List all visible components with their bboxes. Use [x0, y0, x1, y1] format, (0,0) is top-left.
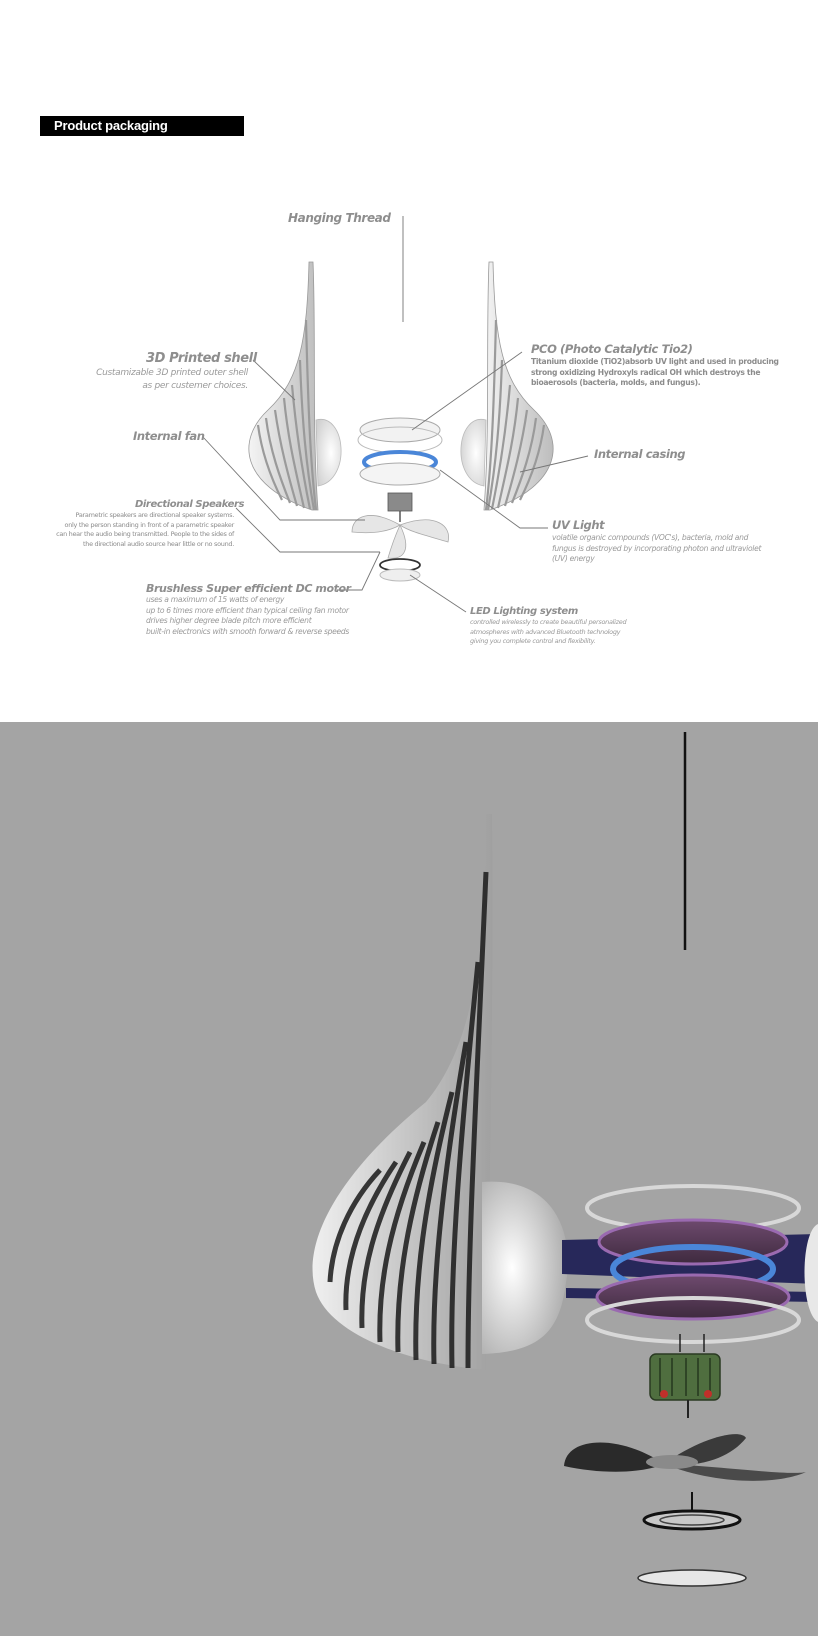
casing-title: Internal casing [594, 447, 686, 461]
render-motor [650, 1334, 720, 1418]
render-fan [564, 1434, 806, 1481]
shell-title: 3D Printed shell [146, 351, 257, 366]
led-description: controlled wirelessly to create beautiful personalized atmospheres with advanced Bluetooth technology giving you complete control and flexibility. [470, 618, 627, 645]
led-disk [380, 569, 420, 581]
shell-description: Custamizable 3D printed outer shell as per custemer choices. [96, 368, 248, 391]
render-speaker [644, 1492, 740, 1529]
uv-title: UV Light [552, 518, 605, 532]
section-header: Product packaging [40, 116, 244, 136]
hanging-thread-label: Hanging Thread [288, 211, 391, 225]
exploded-render-drawing [0, 722, 818, 1636]
render-internal-casing [482, 1182, 568, 1354]
internal-casing-left [316, 419, 341, 486]
render-shell [313, 814, 493, 1370]
pco-description: Titanium dioxide (TiO2)absorb UV light and used in producing strong oxidizing Hydroxyls radical OH which destroys the bioaerosols (bacteria, molds, and fungus). [531, 357, 779, 387]
pco-title: PCO (Photo Catalytic Tio2) [531, 342, 693, 356]
render-led-disk [638, 1570, 746, 1586]
motor-drawing [388, 493, 412, 511]
render-view-panel [0, 722, 818, 1636]
annotated-diagram-panel [0, 0, 818, 722]
speakers-title: Directional Speakers [135, 499, 245, 510]
uv-description: volatile organic compounds (VOC's), bacteria, mold and fungus is destroyed by incorporating photon and ultraviolet (UV) energy [552, 533, 762, 563]
motor-description: uses a maximum of 15 watts of energy up to 6 times more efficient than typical ceiling fan motor drives higher degree blade pitch more efficient built-in electronics with smooth forward & reverse speeds [146, 595, 350, 636]
led-title: LED Lighting system [470, 606, 578, 617]
fan-title: Internal fan [133, 429, 205, 443]
motor-title: Brushless Super efficient DC motor [146, 582, 351, 595]
speakers-description: Parametric speakers are directional speaker systems. only the person standing in front of a parametric speaker can hear the audio being transmitted. People to the sides of the directional audio source hear little or no sound. [56, 511, 234, 548]
left-shell-drawing [249, 262, 318, 510]
internal-casing-right [461, 419, 486, 486]
